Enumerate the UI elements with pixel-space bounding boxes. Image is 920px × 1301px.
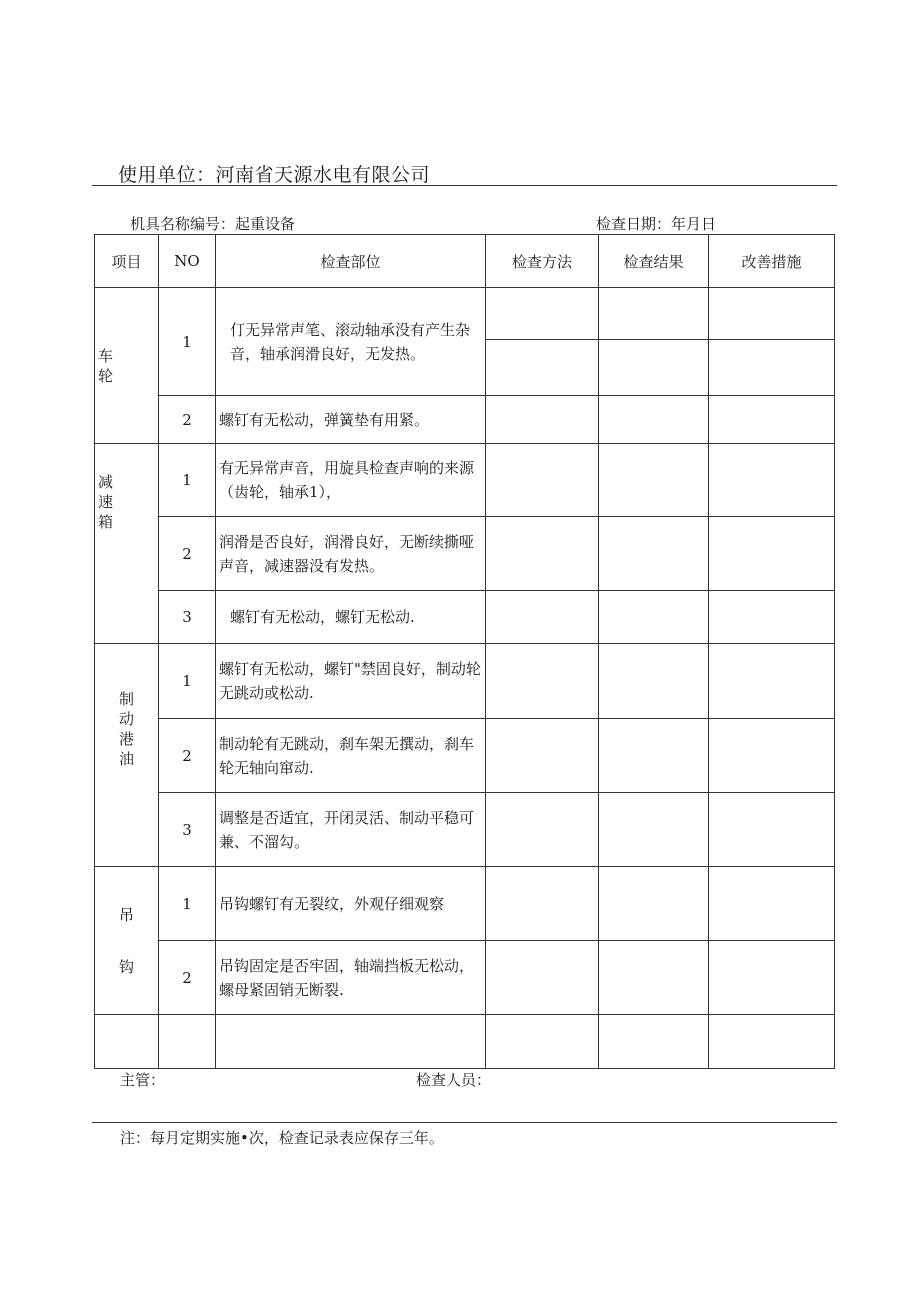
check-result-cell[interactable]: [599, 719, 709, 793]
check-method-cell[interactable]: [486, 941, 599, 1015]
table-row: [95, 396, 835, 444]
check-result-cell[interactable]: [599, 517, 709, 591]
table-row: [95, 288, 835, 340]
col-header-part: 检查部位: [216, 235, 486, 288]
col-header-improvement: 改善措施: [709, 235, 835, 288]
improvement-cell[interactable]: [709, 867, 835, 941]
improvement-cell[interactable]: [709, 793, 835, 867]
table-row: [95, 941, 835, 1015]
row-no: 2: [159, 396, 216, 444]
header-row: [95, 235, 835, 288]
footer-divider: [92, 1122, 837, 1123]
table-row: [95, 517, 835, 591]
check-part: 仃无异常声笔、滚动轴承没有产生杂音，轴承润滑良好，无发热。: [216, 288, 486, 396]
check-part: 调整是否适宜，开闭灵活、制动平稳可兼、不溜勾。: [216, 793, 486, 867]
improvement-cell[interactable]: [709, 941, 835, 1015]
table-row: [95, 644, 835, 719]
improvement-cell[interactable]: [709, 340, 835, 396]
check-result-cell[interactable]: [599, 288, 709, 340]
check-part: 螺钉有无松动，弹簧垫有用紧。: [216, 396, 486, 444]
check-method-cell[interactable]: [486, 396, 599, 444]
check-method-cell[interactable]: [486, 591, 599, 644]
row-no: 1: [159, 444, 216, 517]
header-divider: [92, 185, 837, 186]
category-reducer: 减速箱: [95, 444, 159, 644]
check-result-cell[interactable]: [599, 591, 709, 644]
table-row: [95, 719, 835, 793]
empty-cell[interactable]: [95, 1015, 159, 1069]
improvement-cell[interactable]: [709, 396, 835, 444]
check-method-cell[interactable]: [486, 719, 599, 793]
improvement-cell[interactable]: [709, 288, 835, 340]
table-row: [95, 591, 835, 644]
empty-cell[interactable]: [486, 1015, 599, 1069]
improvement-cell[interactable]: [709, 517, 835, 591]
row-no: 2: [159, 517, 216, 591]
improvement-cell[interactable]: [709, 591, 835, 644]
row-no: 2: [159, 719, 216, 793]
check-result-cell[interactable]: [599, 444, 709, 517]
check-result-cell[interactable]: [599, 340, 709, 396]
check-method-cell[interactable]: [486, 288, 599, 340]
row-no: 1: [159, 644, 216, 719]
check-part: 螺钉有无松动，螺钉无松动.: [216, 591, 486, 644]
table-row: [95, 867, 835, 941]
check-method-cell[interactable]: [486, 867, 599, 941]
improvement-cell[interactable]: [709, 644, 835, 719]
check-method-cell[interactable]: [486, 644, 599, 719]
empty-cell[interactable]: [599, 1015, 709, 1069]
table-row: [95, 444, 835, 517]
check-part: 制动轮有无跳动，刹车架无撰动，刹车轮无轴向窜动.: [216, 719, 486, 793]
category-hook: 吊钩: [95, 867, 159, 1015]
row-no: 1: [159, 288, 216, 396]
check-method-cell[interactable]: [486, 793, 599, 867]
row-no: 1: [159, 867, 216, 941]
check-result-cell[interactable]: [599, 793, 709, 867]
check-part: 润滑是否良好，润滑良好，无断续撕哑声音，减速器没有发热。: [216, 517, 486, 591]
check-method-cell[interactable]: [486, 340, 599, 396]
check-method-cell[interactable]: [486, 444, 599, 517]
check-part: 有无异常声音，用旋具检查声响的来源（齿轮，轴承1），: [216, 444, 486, 517]
improvement-cell[interactable]: [709, 444, 835, 517]
check-part: 吊钩螺钉有无裂纹，外观仔细观察: [216, 867, 486, 941]
check-date: 检查日期：年月日: [596, 215, 717, 233]
row-no: 3: [159, 591, 216, 644]
check-result-cell[interactable]: [599, 867, 709, 941]
check-part: 螺钉有无松动，螺钉"禁固良好，制动轮无跳动或松动.: [216, 644, 486, 719]
empty-cell[interactable]: [216, 1015, 486, 1069]
supervisor-label: 主管：: [120, 1071, 166, 1089]
check-part: 吊钩固定是否牢固，轴端挡板无松动，螺母紧固销无断裂.: [216, 941, 486, 1015]
footnote: 注：每月定期实施•次，检查记录表应保存三年。: [120, 1129, 444, 1147]
empty-cell[interactable]: [709, 1015, 835, 1069]
improvement-cell[interactable]: [709, 719, 835, 793]
inspection-table: [94, 234, 835, 1069]
check-result-cell[interactable]: [599, 644, 709, 719]
empty-cell[interactable]: [159, 1015, 216, 1069]
check-result-cell[interactable]: [599, 396, 709, 444]
row-no: 2: [159, 941, 216, 1015]
using-unit: 使用单位：河南省天源水电有限公司: [118, 164, 431, 186]
check-result-cell[interactable]: [599, 941, 709, 1015]
col-header-no: NO: [159, 235, 216, 288]
category-brake: 制动港油: [95, 644, 159, 867]
col-header-method: 检查方法: [486, 235, 599, 288]
col-header-result: 检查结果: [599, 235, 709, 288]
inspector-label: 检查人员：: [416, 1071, 492, 1089]
row-no: 3: [159, 793, 216, 867]
col-header-item: 项目: [95, 235, 159, 288]
table-row: [95, 793, 835, 867]
category-wheel: 车轮: [95, 288, 159, 444]
check-method-cell[interactable]: [486, 517, 599, 591]
equipment-name-number: 机具名称编号：起重设备: [130, 215, 296, 233]
table-row-empty: [95, 1015, 835, 1069]
